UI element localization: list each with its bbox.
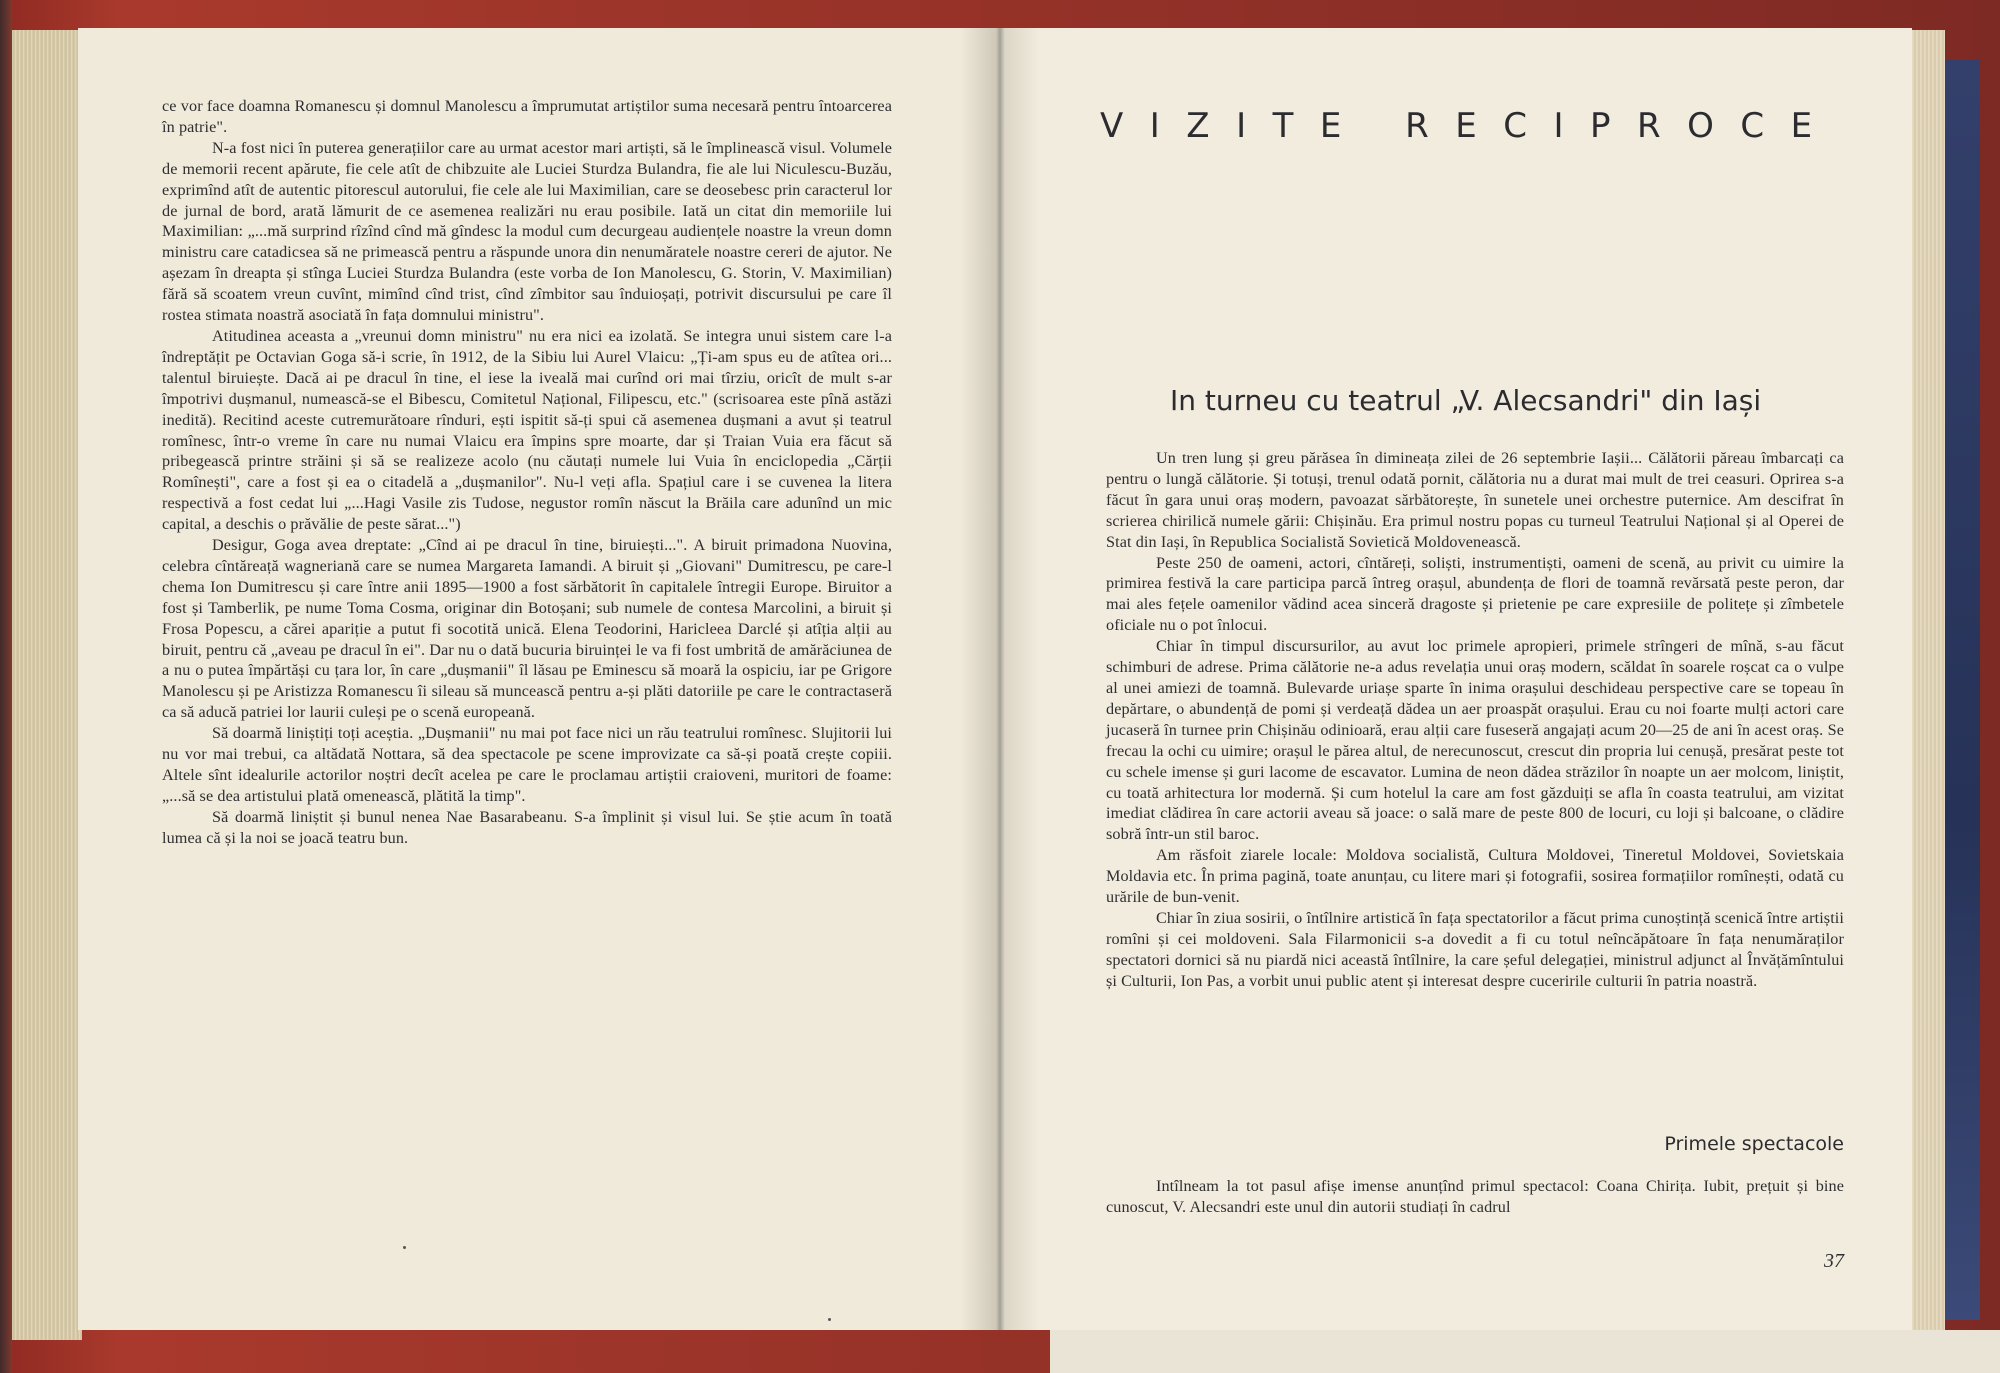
left-page-body	[162, 96, 892, 849]
paper-speck	[403, 1246, 406, 1249]
left-paragraph: ce vor face doamna Romanescu și domnul Manolescu a împrumutat artiștilor suma necesară pentru întoarcerea în patrie".	[162, 97, 892, 136]
left-paragraph: Să doarmă liniștiți toți aceștia. „Dușmanii" nu mai pot face nici un rău teatrului romînesc. Slujitorii lui nu vor mai trebui, ca altădată Nottara, să dea spectacole pe scene improvizate ca să-și poată crește copiii. Altele sînt idealurile actorilor noștri decît acelea pe care le proclamau artiștii craioveni, muritori de foame: „...să se dea artistului plată omenească, plătită la timp".	[162, 724, 892, 805]
left-page	[78, 28, 1000, 1330]
left-paragraph: Atitudinea aceasta a „vreunui domn ministru" nu era nici ea izolată. Se integra unui sistem care l-a îndreptățit pe Octavian Goga să-i scrie, în 1912, de la Sibiu lui Aurel Vlaicu: „Ți-am spus eu de atîtea ori... talentul biruiește. Dacă ai pe dracul în tine, el iese la iveală mai curînd ori mai tîrziu, oricît de mult s-ar împotrivi dușmanul, numească-se el Bibescu, Comitetul Național, Filipescu, etc." (scrisoarea este pînă astăzi inedită). Recitind aceste cutremurătoare rînduri, ești ispitit să-ți spui că asemenea dușmani a avut și teatrul romînesc, într-o vreme în care nu numai Vlaicu era împins spre moarte, dar și Traian Vuia era făcut să pribegească printre străini și să se realizeze acolo (nu căutați numele lui Vuia în enciclopedia „Cărții Romînești", care a fost și ea o citadelă a „dușmanilor". Nu-l veți afla. Spațiul care i se cuvenea la litera respectivă a fost cedat lui „...Hagi Vasile zis Tudose, negustor romîn născut la Brăila care adunînd un mic capital, a deschis o prăvălie de peste sărat...")	[162, 326, 892, 534]
right-paragraph: Am răsfoit ziarele locale: Moldova socialistă, Cultura Moldovei, Tineretul Moldovei, Sovietskaia Moldavia etc. În prima pagină, toate anunțau, cu litere mari și fotografii, sosirea formațiilor romînești, odată cu urările de bun-venit.	[1106, 846, 1844, 907]
right-paragraph: Peste 250 de oameni, actori, cîntăreți, soliști, instrumentiști, oameni de scenă, au privit cu uimire la primirea festivă la care participa parcă întreg orașul, abundența de flori de toamnă revărsată peste peron, dar mai ales fețele oamenilor vădind acea sinceră dragoste și prietenie pe care expresiile de politețe și zîmbetele oficiale nu o pot înlocui.	[1106, 553, 1844, 635]
right-paragraph: Un tren lung și greu părăsea în dimineața zilei de 26 septembrie Iașii... Călătorii păreau îmbarcați ca pentru o lungă călătorie. Și totuși, trenul odată pornit, călătoria nu a durat mai mult de trei ceasuri. Oprirea s-a făcut în gara unui oraș modern, pavoazat sărbătorește, în sunetele unei orchestre puternice. Am descifrat în scrierea chirilică numele gării: Chișinău. Era primul nostru popas cu turneul Teatrului Național și al Operei de Stat din Iași, în Republica Socialistă Sovietică Moldovenească.	[1106, 449, 1844, 551]
paper-speck	[828, 1318, 831, 1321]
left-paragraph: Desigur, Goga avea dreptate: „Cînd ai pe dracul în tine, biruiești...". A biruit primadona Nuovina, celebra cîntăreață wagneriană care se numea Margareta Iamandi. A biruit și „Giovani" Dumitrescu, pe care-l chema Ion Dumitrescu și care între anii 1895—1900 a fost sărbătorit în capitalele întregii Europe. Biruitor a fost și Tamberlik, pe nume Toma Cosma, originar din Botoșani; sub numele de contesa Marcolini, a biruit și Frosa Popescu, a cărei apariție a putut fi socotită unică. Elena Teodorini, Haricleea Darclé și atîția alții au biruit, pentru că „aveau pe dracul în ei". Dar nu o dată bucuria biruinței le va fi fost umbrită de amărăciunea de a nu o putea împărtăși cu țara lor, în care „dușmanii" îl lăsau pe Eminescu să moară la ospiciu, iar pe Grigore Manolescu și pe Aristizza Romanescu îi sileau să muncească pentru a-și plăti datoriile pe care le contractaseră ca să aducă patriei lor laurii culeși pe o scenă europeană.	[162, 536, 892, 722]
subheading: Primele spectacole	[1664, 1133, 1844, 1155]
left-page-edges	[12, 30, 82, 1340]
article-title: In turneu cu teatrul „V. Alecsandri" din Iași	[1170, 384, 1762, 417]
page-number: 37	[1824, 1250, 1844, 1272]
right-page	[1000, 28, 1912, 1330]
section-title: VIZITE RECIPROCE	[1100, 106, 1839, 146]
right-paragraph: Intîlneam la tot pasul afișe imense anunțînd primul spectacol: Coana Chirița. Iubit, prețuit și bine cunoscut, V. Alecsandri este unul din autorii studiați în cadrul	[1106, 1177, 1844, 1216]
background-surface	[1050, 1330, 2000, 1373]
book-spine-edge	[0, 0, 12, 1373]
right-paragraph: Chiar în ziua sosirii, o întîlnire artistică în fața spectatorilor a făcut prima cunoștință scenică între artiștii romîni și cei moldoveni. Sala Filarmonicii s-a dovedit a fi cu totul neîncăpătoare în fața nenumăraților spectatori dornici să nu piardă nici această întîlnire, la care șeful delegației, ministrul adjunct al Învățămîntului și Culturii, Ion Pas, a vorbit unui public atent și interesat despre cuceririle culturii în patria noastră.	[1106, 908, 1844, 990]
right-page-body-continued	[1106, 1176, 1844, 1218]
right-page-body	[1106, 448, 1844, 992]
left-paragraph: N-a fost nici în puterea generațiilor care au urmat acestor mari artiști, să le împlinească visul. Volumele de memorii recent apărute, fie cele atît de chibzuite ale Luciei Sturdza Bulandra, fie ale lui Niculescu-Buzău, exprimînd atît de autentic pitorescul autorului, fie cele ale lui Maximilian, care se deosebesc prin caracterul lor de jurnal de bord, arată lămurit de ce asemenea realizări nu erau posibile. Iată un citat din memoriile lui Maximilian: „...mă surprind rîzînd cînd mă gîndesc la modul cum decurgeau audiențele noastre la vreun domn ministru care catadicsea să ne primească pentru a răspunde unora din nenumăratele noastre cereri de ajutor. Ne așezam în dreapta și stînga Luciei Sturdza Bulandra (este vorba de Ion Manolescu, G. Storin, V. Maximilian) fără să scoatem vreun cuvînt, mimînd cînd trist, cînd zîmbitor sau înduioșați, potrivit discursului pe care îl rostea stimata noastră asociată în fața domnului ministru".	[162, 138, 892, 325]
book-gutter	[960, 28, 1040, 1330]
right-paragraph: Chiar în timpul discursurilor, au avut loc primele apropieri, primele strîngeri de mînă, s-au făcut schimburi de adrese. Prima călătorie ne-a adus revelația unui oraș modern, scăldat în soarele roșcat ca o vulpe al unei amiezi de toamnă. Bulevarde uriașe sparte în inima orașului deschideau perspective care se topeau în depărtare, o abundență de pomi și verdeață dădea un aer proaspăt orașului. Erau cu noi foarte mulți actori care jucaseră în turnee prin Chișinău odinioară, erau alții care fuseseră angajați acum 20—25 de ani în acest oraș. Se frecau la ochi cu uimire; orașul le părea altul, de nerecunoscut, crescut din propria lui cenușă, presărat peste tot cu schele imense și guri lacome de escavator. Lumina de neon dădea străzilor în noapte un aer molcom, liniștit, cu toată arhitectura lor modernă. Și cum hotelul la care am fost găzduiți se afla în coasta teatrului, am vizitat imediat clădirea în care actorii aveau să joace: o sală mare de peste 800 de locuri, cu loji și balcoane, o clădire sobră într-un stil baroc.	[1106, 637, 1844, 844]
left-paragraph: Să doarmă liniștit și bunul nenea Nae Basarabeanu. S-a împlinit și visul lui. Se știe acum în toată lumea că și la noi se joacă teatru bun.	[162, 807, 892, 847]
